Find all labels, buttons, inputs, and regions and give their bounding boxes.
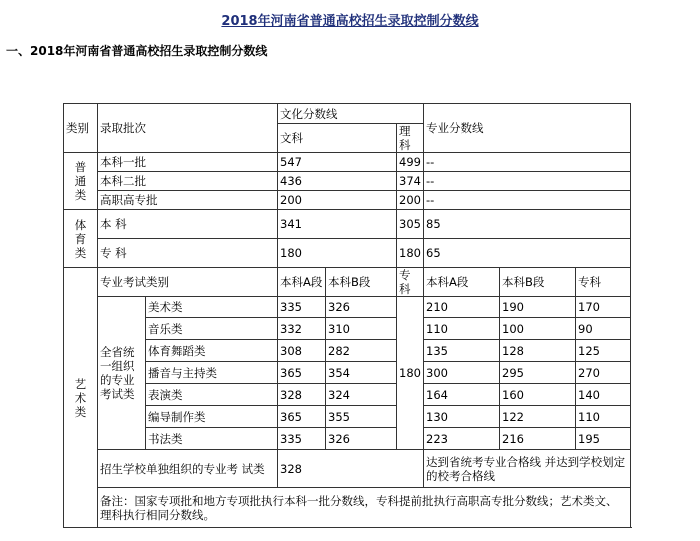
header-major-score: 专业分数线 bbox=[424, 104, 631, 153]
sports-science-score: 305 bbox=[397, 210, 424, 239]
art-independent-major: 达到省统考专业合格线 并达到学校划定的校考合格线 bbox=[424, 450, 631, 488]
art-independent-label: 招生学校单独组织的专业考 试类 bbox=[98, 450, 278, 488]
art-exam-name: 表演类 bbox=[146, 384, 278, 406]
art-independent-culture: 328 bbox=[278, 450, 424, 488]
sports-batch: 本 科 bbox=[98, 210, 278, 239]
art-exam-name: 编导制作类 bbox=[146, 406, 278, 428]
art-exam-name: 美术类 bbox=[146, 297, 278, 318]
score-table bbox=[63, 103, 631, 528]
header-culture-score: 文化分数线 bbox=[278, 104, 424, 124]
art-culture-b: 355 bbox=[326, 406, 397, 428]
art-culture-a: 365 bbox=[278, 362, 326, 384]
art-culture-a: 335 bbox=[278, 297, 326, 318]
sports-major-score: 85 bbox=[424, 210, 631, 239]
art-exam-name: 播音与主持类 bbox=[146, 362, 278, 384]
art-exam-name: 体育舞蹈类 bbox=[146, 340, 278, 362]
sports-arts-score: 180 bbox=[278, 239, 397, 268]
art-major-b: 190 bbox=[500, 297, 576, 318]
header-category: 类别 bbox=[64, 104, 98, 153]
general-science-score: 499 bbox=[397, 153, 424, 172]
art-major-a: 164 bbox=[424, 384, 500, 406]
art-major-b: 216 bbox=[500, 428, 576, 450]
art-major-b: 122 bbox=[500, 406, 576, 428]
art-major-zk-header: 专科 bbox=[576, 268, 631, 297]
art-major-zk: 125 bbox=[576, 340, 631, 362]
art-major-zk: 90 bbox=[576, 318, 631, 340]
general-arts-score: 200 bbox=[278, 191, 397, 210]
sports-major-score: 65 bbox=[424, 239, 631, 268]
art-culture-a-header: 本科A段 bbox=[278, 268, 326, 297]
art-major-b: 128 bbox=[500, 340, 576, 362]
art-culture-b: 324 bbox=[326, 384, 397, 406]
header-arts: 文科 bbox=[278, 124, 397, 153]
section-heading: 一、2018年河南省普通高校招生录取控制分数线 bbox=[6, 44, 268, 58]
sports-arts-score: 341 bbox=[278, 210, 397, 239]
art-major-b: 100 bbox=[500, 318, 576, 340]
art-culture-b: 326 bbox=[326, 428, 397, 450]
art-culture-b: 326 bbox=[326, 297, 397, 318]
art-exam-name: 音乐类 bbox=[146, 318, 278, 340]
art-culture-a: 335 bbox=[278, 428, 326, 450]
art-major-a: 110 bbox=[424, 318, 500, 340]
general-arts-score: 436 bbox=[278, 172, 397, 191]
general-major-score: -- bbox=[424, 153, 631, 172]
art-culture-b-header: 本科B段 bbox=[326, 268, 397, 297]
art-major-zk: 110 bbox=[576, 406, 631, 428]
sports-category-label: 体 育 类 bbox=[64, 210, 98, 268]
art-major-a: 223 bbox=[424, 428, 500, 450]
art-culture-b: 282 bbox=[326, 340, 397, 362]
art-major-b-header: 本科B段 bbox=[500, 268, 576, 297]
art-culture-b: 310 bbox=[326, 318, 397, 340]
art-major-zk: 270 bbox=[576, 362, 631, 384]
art-major-a: 130 bbox=[424, 406, 500, 428]
art-major-a: 300 bbox=[424, 362, 500, 384]
general-batch: 本科二批 bbox=[98, 172, 278, 191]
art-culture-b: 354 bbox=[326, 362, 397, 384]
sports-batch: 专 科 bbox=[98, 239, 278, 268]
header-science: 理科 bbox=[397, 124, 424, 153]
general-major-score: -- bbox=[424, 191, 631, 210]
table-note: 备注：国家专项批和地方专项批执行本科一批分数线，专科提前批执行高职高专批分数线；艺术类文、理科执行相同分数线。 bbox=[98, 488, 631, 528]
art-major-a: 210 bbox=[424, 297, 500, 318]
art-exam-name: 书法类 bbox=[146, 428, 278, 450]
art-category-label: 艺 术 类 bbox=[64, 268, 98, 528]
art-culture-zk-shared: 180 bbox=[397, 297, 424, 450]
art-major-zk: 140 bbox=[576, 384, 631, 406]
general-arts-score: 547 bbox=[278, 153, 397, 172]
general-category-label: 普 通 类 bbox=[64, 153, 98, 210]
header-batch: 录取批次 bbox=[98, 104, 278, 153]
general-science-score: 374 bbox=[397, 172, 424, 191]
page-title: 2018年河南省普通高校招生录取控制分数线 bbox=[221, 14, 479, 29]
art-culture-a: 365 bbox=[278, 406, 326, 428]
art-culture-a: 328 bbox=[278, 384, 326, 406]
art-major-b: 160 bbox=[500, 384, 576, 406]
general-major-score: -- bbox=[424, 172, 631, 191]
art-culture-a: 332 bbox=[278, 318, 326, 340]
art-major-a: 135 bbox=[424, 340, 500, 362]
art-exam-category-header: 专业考试类别 bbox=[98, 268, 278, 297]
sports-science-score: 180 bbox=[397, 239, 424, 268]
art-major-a-header: 本科A段 bbox=[424, 268, 500, 297]
art-unified-exam-label: 全省统一组织的专业考试类 bbox=[98, 297, 146, 450]
art-culture-a: 308 bbox=[278, 340, 326, 362]
art-major-zk: 195 bbox=[576, 428, 631, 450]
general-science-score: 200 bbox=[397, 191, 424, 210]
art-major-zk: 170 bbox=[576, 297, 631, 318]
general-batch: 高职高专批 bbox=[98, 191, 278, 210]
general-batch: 本科一批 bbox=[98, 153, 278, 172]
art-major-b: 295 bbox=[500, 362, 576, 384]
art-culture-zk-header: 专科 bbox=[397, 268, 424, 297]
